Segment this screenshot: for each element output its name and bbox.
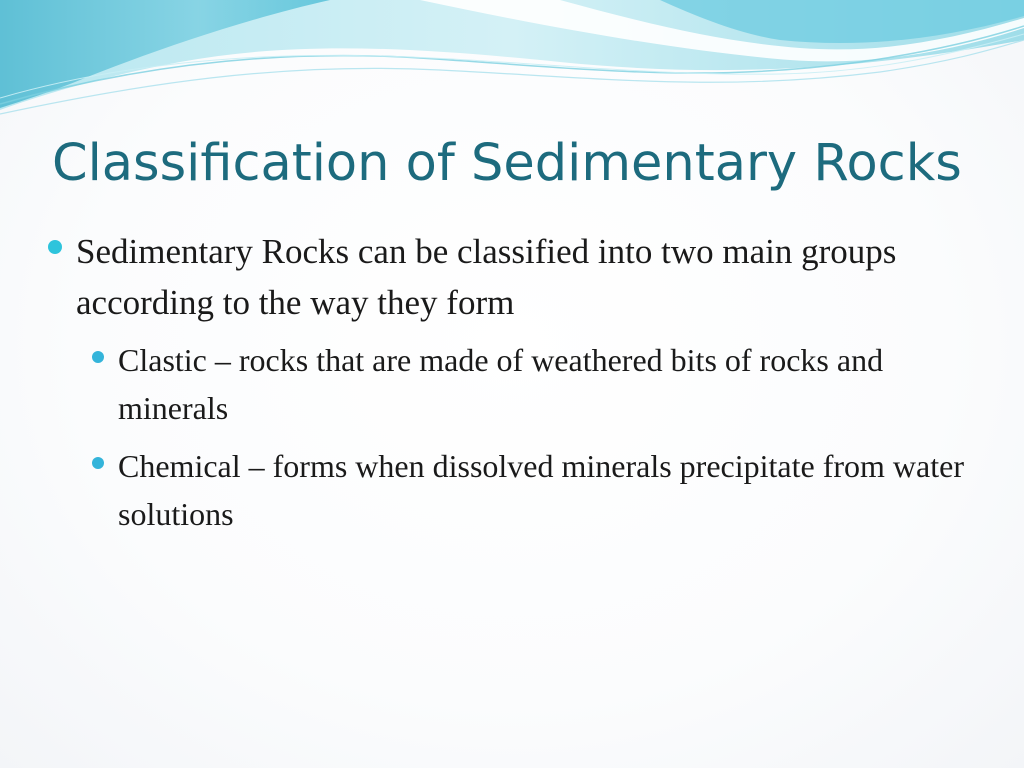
sub-bullet-item-clastic — [90, 336, 978, 432]
bullet-dot-icon — [92, 457, 104, 469]
sub-bullet-text: Clastic – rocks that are made of weathered bits of rocks and minerals — [118, 342, 884, 426]
slide-body — [48, 226, 978, 538]
bullet-dot-icon — [92, 351, 104, 363]
sub-bullet-text: Chemical – forms when dissolved minerals precipitate from water solutions — [118, 448, 964, 532]
sub-bullet-item-chemical — [90, 442, 978, 538]
bullet-dot-icon — [48, 240, 62, 254]
bullet-text: Sedimentary Rocks can be classified into two main groups according to the way they form — [76, 232, 897, 322]
slide-title: Classification of Sedimentary Rocks — [52, 134, 962, 193]
header-wave-decoration — [0, 0, 1024, 130]
bullet-item — [48, 226, 978, 328]
